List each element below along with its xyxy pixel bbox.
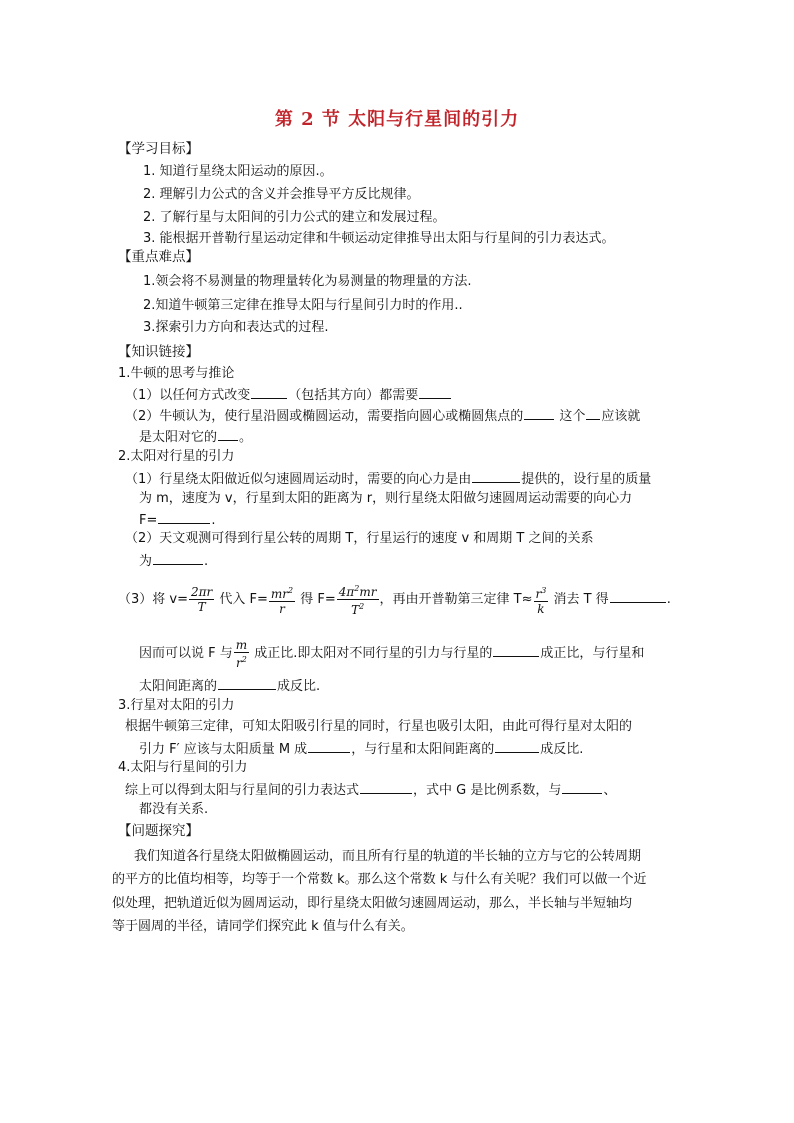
key-point-item: 2.知道牛顿第三定律在推导太阳与行星间引力时的作用.. [143, 298, 463, 313]
s3-text: 根据牛顿第三定律，可知太阳吸引行星的同时，行星也吸引太阳，由此可得行星对太阳的 [125, 719, 633, 734]
answer-blank[interactable] [493, 643, 539, 657]
formula-kepler: $\frac{r^3}{k}$ [535, 585, 547, 616]
answer-blank[interactable] [419, 385, 451, 399]
inquiry-paragraph-line: 我们知道各行星绕太阳做椭圆运动，而且所有行星的轨道的半长轴的立方与它的公转周期 [134, 849, 642, 864]
knowledge-header: 【知识链接】 [118, 344, 199, 360]
key-points-header: 【重点难点】 [118, 249, 199, 265]
page-title: 第 2 节 太阳与行星间的引力 [274, 109, 520, 130]
section-2-heading: 2.太阳对行星的引力 [118, 449, 235, 464]
answer-blank[interactable] [472, 469, 520, 483]
objective-item: 2. 了解行星与太阳间的引力公式的建立和发展过程。 [143, 210, 446, 225]
s1-question-2-cont: 是太阳对它的 。 [139, 427, 252, 447]
objectives-header: 【学习目标】 [118, 141, 199, 157]
objective-item: 1. 知道行星绕太阳运动的原因.。 [143, 164, 333, 179]
formula-f1: $\frac{mr^2}{r}$ [270, 585, 294, 616]
s2-question-1: （1）行星绕太阳做近似匀速圆周运动时，需要的向心力是由 提供的，设行星的质量 [125, 469, 651, 489]
answer-blank[interactable] [158, 510, 210, 524]
answer-blank[interactable] [218, 427, 238, 441]
answer-blank[interactable] [524, 406, 554, 420]
answer-blank[interactable] [360, 780, 412, 794]
formula-m-over-r2: $\frac{m}{r^2}$ [235, 637, 248, 670]
s3-text-cont: 引力 F′ 应该与太阳质量 M 成 ，与行星和太阳间距离的 成反比. [139, 739, 583, 759]
section-1-heading: 1.牛顿的思考与推论 [118, 366, 235, 381]
s2-question-1-cont: 为 m，速度为 v，行星到太阳的距离为 r，则行星绕太阳做匀速圆周运动需要的向心力 [139, 491, 633, 506]
s4-text-cont: 都没有关系. [139, 802, 209, 817]
answer-blank[interactable] [586, 406, 600, 420]
key-point-item: 3.探索引力方向和表达式的过程. [143, 320, 329, 335]
answer-blank[interactable] [562, 780, 602, 794]
answer-blank[interactable] [495, 739, 539, 753]
s2-question-1-cont: F= . [139, 510, 216, 530]
s1-question-1: （1）以任何方式改变 （包括其方向）都需要 [125, 385, 452, 405]
s4-text: 综上可以得到太阳与行星间的引力表达式 ，式中 G 是比例系数，与 、 [125, 780, 616, 800]
inquiry-paragraph-line: 的平方的比值均相等，均等于一个常数 k。那么这个常数 k 与什么有关呢？我们可以做一个近 [112, 872, 647, 887]
answer-blank[interactable] [610, 589, 666, 603]
s2-question-3-cont: 因而可以说 F 与 $\frac{m}{r^2}$ 成正比.即太阳对不同行星的引力与行星的 成正比，与行星和 [139, 637, 645, 670]
formula-f2: $\frac{4\pi^2mr}{T^2}$ [338, 584, 377, 617]
answer-blank[interactable] [218, 676, 276, 690]
s2-question-2-cont: 为 . [139, 551, 208, 571]
answer-blank[interactable] [251, 385, 287, 399]
section-3-heading: 3.行星对太阳的引力 [118, 698, 235, 713]
answer-blank[interactable] [308, 739, 350, 753]
s1-question-2: （2）牛顿认为，使行星沿圆或椭圆运动，需要指向圆心或椭圆焦点的 这个 应该就 [125, 406, 640, 426]
objective-item: 3. 能根据开普勒行星运动定律和牛顿运动定律推导出太阳与行星间的引力表达式。 [143, 231, 615, 246]
section-4-heading: 4.太阳与行星间的引力 [118, 760, 248, 775]
s2-question-2: （2）天文观测可得到行星公转的周期 T，行星运行的速度 v 和周期 T 之间的关系 [125, 531, 594, 546]
key-point-item: 1.领会将不易测量的物理量转化为易测量的物理量的方法. [143, 274, 472, 289]
formula-v: $\frac{2\pi r}{T}$ [191, 585, 213, 614]
objective-item: 2. 理解引力公式的含义并会推导平方反比规律。 [143, 187, 420, 202]
s2-question-3: （3）将 v= $\frac{2\pi r}{T}$ 代入 F= $\frac{mr^2}{r}$ 得 F= $\frac{4\pi^2mr}{T^2}$ ，再由开普勒第三定律 T≈ $\frac{r^3}{k}$ 消去 T 得 . [118, 584, 671, 617]
inquiry-paragraph-line: 等于圆周的半径，请同学们探究此 k 值与什么有关。 [112, 919, 414, 934]
inquiry-paragraph-line: 似处理，把轨道近似为圆周运动，即行星绕太阳做匀速圆周运动，那么，半长轴与半短轴均 [112, 896, 633, 911]
inquiry-header: 【问题探究】 [118, 823, 199, 839]
answer-blank[interactable] [153, 551, 203, 565]
s2-question-3-cont: 太阳间距离的 成反比. [139, 676, 320, 696]
